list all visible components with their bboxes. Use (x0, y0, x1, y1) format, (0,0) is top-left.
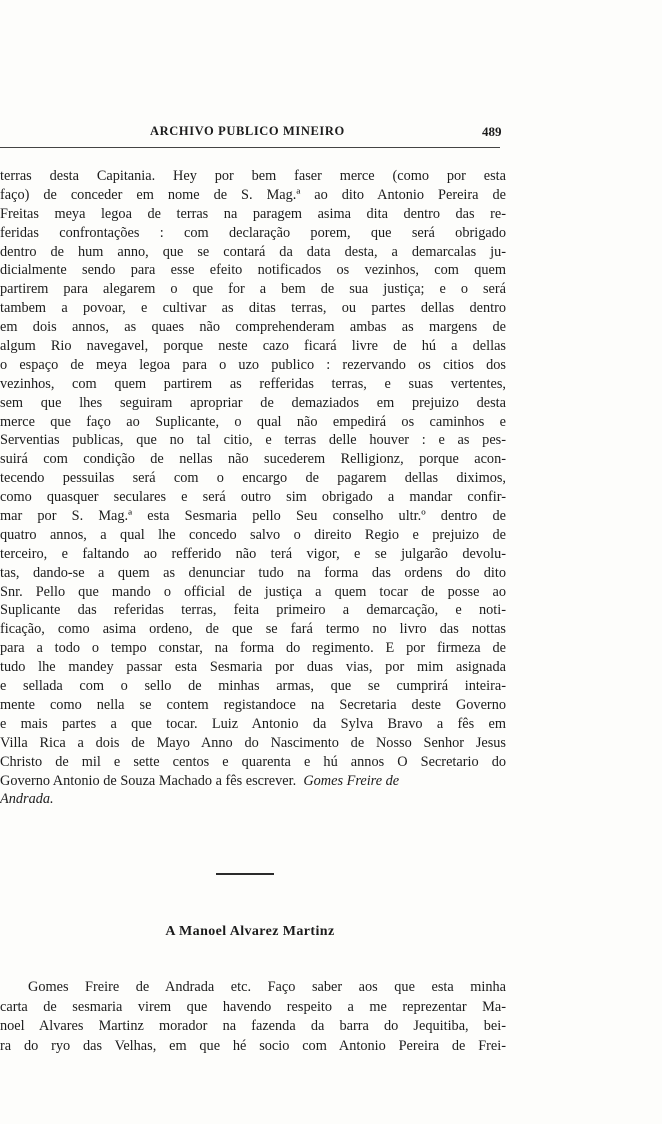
section-text-line: noel Alvares Martinz morador na fazenda da barra do Jequitiba, bei- (0, 1018, 506, 1034)
text-line: Serventias publicas, que no tal citio, e terras delle houver : e as pes- (0, 432, 506, 449)
running-head (0, 124, 662, 144)
text-line: em dois annos, as quaes não comprehenderam ambas as margens de (0, 319, 506, 336)
text-line: sem que lhes seguiram apropriar de demaziados em prejuizo desta (0, 394, 506, 411)
section-body (0, 978, 506, 1056)
section-text-line: ra do ryo das Velhas, em que hé socio com Antonio Pereira de Frei- (0, 1037, 506, 1054)
text-line: mar por S. Mag.ª esta Sesmaria pello Seu conselho ultr.º dentro de (0, 508, 506, 525)
text-line: faço) de conceder em nome de S. Mag.ª ao dito Antonio Pereira de (0, 186, 506, 203)
text-line: e mais partes a que tocar. Luiz Antonio da Sylva Bravo a fês em (0, 715, 506, 732)
text-line: tambem a povoar, e cultivar as ditas terras, ou partes dellas dentro (0, 300, 506, 317)
text-line: Christo de mil e sette centos e quarenta e hú annos O Secretario do (0, 753, 506, 770)
section-divider (216, 873, 274, 875)
text-line: o espaço de meya legoa para o uzo publico : rezervando os citios dos (0, 356, 506, 373)
text-line: feridas confrontações : com declaração porem, que será obrigado (0, 224, 506, 241)
text-line: tudo lhe mandey passar esta Sesmaria por duas vias, por mim asignada (0, 659, 506, 676)
text-line: partirem para alegarem o que for a bem de sua justiça; e o será (0, 281, 506, 298)
text-line: Suplicante das referidas terras, feita primeiro a demarcação, e noti- (0, 602, 506, 619)
text-line: vezinhos, com quem partirem as refferidas terras, e suas vertentes, (0, 375, 506, 392)
section-text-line: carta de sesmaria virem que havendo respeito a me reprezentar Ma- (0, 998, 506, 1015)
header-rule (0, 147, 500, 148)
text-line: como quasquer seculares e será outro sim obrigado a mandar confir- (0, 489, 506, 506)
document-body (0, 167, 506, 809)
signature: Andrada. (0, 791, 54, 808)
text-line: dicialmente sendo para esse efeito notificados os vezinhos, com quem (0, 262, 506, 279)
text-line: algum Rio navegavel, porque neste cazo ficará livre de hú a dellas (0, 338, 506, 355)
text-line: Snr. Pello que mando o official de justiça a quem tocar de posse ao (0, 583, 506, 600)
text-line: merce que faço ao Suplicante, o qual não empedirá os caminhos e (0, 413, 506, 430)
text-line: suirá com condição de nellas não sucederem Relligionz, porque acon- (0, 451, 506, 468)
text-line: ficação, como asima ordeno, de que se fará termo no livro das nottas (0, 621, 506, 638)
text-line: Freitas meya legoa de terras na paragem asima dita dentro das re- (0, 205, 506, 222)
text-line: terceiro, e faltando ao refferido não terá vigor, e se julgarão devolu- (0, 545, 506, 562)
text-line: Villa Rica a dois de Mayo Anno do Nascimento de Nosso Senhor Jesus (0, 734, 506, 751)
signature-first: Gomes Freire de (296, 772, 400, 789)
running-head-title: ARCHIVO PUBLICO MINEIRO (150, 124, 345, 138)
section-heading: A Manoel Alvarez Martinz (165, 924, 335, 939)
text-line: terras desta Capitania. Hey por bem faser merce (como por esta (0, 168, 506, 184)
text-line: e sellada com o sello de minhas armas, que se cumprirá inteira- (0, 678, 506, 695)
text-line: para a todo o tempo constar, na forma do regimento. E por firmeza de (0, 640, 506, 657)
text-line: mente como nella se contem registandoce na Secretaria deste Governo (0, 696, 506, 713)
text-line: tas, dando-se a quem as denunciar tudo na forma das ordens do dito (0, 564, 506, 581)
page-number: 489 (482, 124, 502, 139)
text-line: quatro annos, a qual lhe concedo salvo o direito Regio e prejuizo de (0, 526, 506, 543)
text-line: tecendo pessuilas será com o encargo de pagarem dellas diximos, (0, 470, 506, 487)
text-line: dentro de hum anno, que se contará da data desta, a demarcalas ju- (0, 243, 506, 260)
text-line: Governo Antonio de Souza Machado a fês escrever. Gomes Freire de (0, 772, 400, 789)
section-text-line: Gomes Freire de Andrada etc. Faço saber aos que esta minha (28, 979, 506, 995)
